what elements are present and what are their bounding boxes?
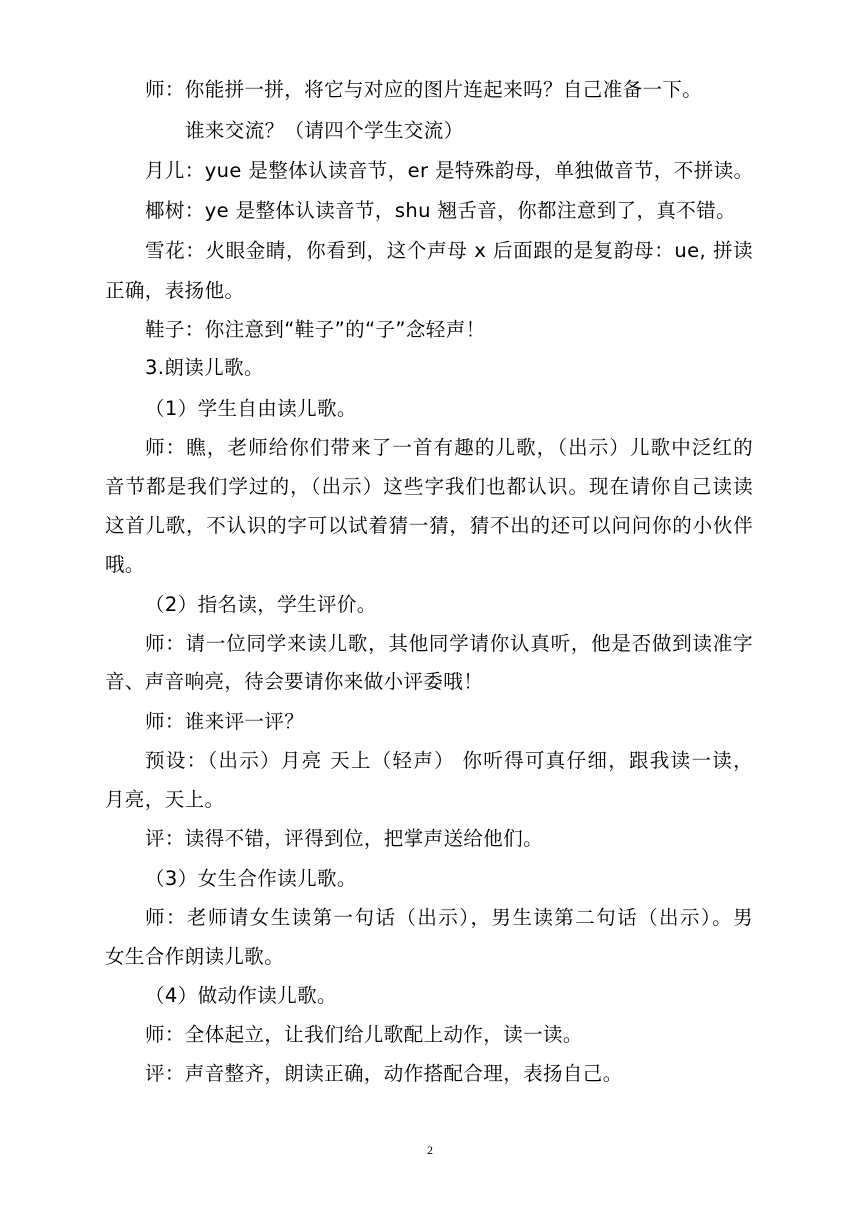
text-line: 这首儿歌，不认识的字可以试着猜一猜，猜不出的还可以问问你的小伙伴 [105, 514, 753, 537]
text-line: 音、声音响亮，待会要请你来做小评委哦！ [105, 670, 484, 693]
text-line: 师：瞧，老师给你们带来了一首有趣的儿歌，（出示）儿歌中泛红的 [145, 436, 753, 459]
page-number: 2 [427, 1143, 433, 1157]
text-line: 椰树：ye 是整体认读音节，shu 翘舌音，你都注意到了，真不错。 [145, 199, 737, 222]
text-line: 师：全体起立，让我们给儿歌配上动作，读一读。 [145, 1023, 583, 1046]
subsection-heading: （4）做动作读儿歌。 [145, 984, 337, 1007]
text-line: 月儿：yue 是整体认读音节，er 是特殊韵母，单独做音节，不拼读。 [145, 159, 754, 182]
text-line: 评：声音整齐，朗读正确，动作搭配合理，表扬自己。 [145, 1062, 623, 1085]
text-line: 月亮，天上。 [105, 788, 225, 811]
subsection-heading: （3）女生合作读儿歌。 [145, 867, 357, 890]
text-line: 女生合作朗读儿歌。 [105, 945, 285, 968]
text-line: 谁来交流？（请四个学生交流） [185, 119, 464, 142]
subsection-heading: （1）学生自由读儿歌。 [145, 397, 357, 420]
text-line: 师：谁来评一评？ [145, 710, 305, 733]
text-line: 评：读得不错，评得到位，把掌声送给他们。 [145, 827, 544, 850]
text-line: 预设：（出示）月亮 天上（轻声） 你听得可真仔细，跟我读一读， [145, 749, 753, 772]
text-line: 正确，表扬他。 [105, 279, 245, 302]
text-line: 哦。 [105, 553, 145, 576]
text-line: 师：老师请女生读第一句话（出示），男生读第二句话（出示）。男 [145, 906, 753, 929]
text-line: 鞋子：你注意到“鞋子”的“子”念轻声！ [145, 318, 486, 341]
section-heading: 3.朗读儿歌。 [145, 356, 264, 379]
subsection-heading: （2）指名读，学生评价。 [145, 593, 377, 616]
text-line: 音节都是我们学过的，（出示）这些字我们也都认识。现在请你自己读读 [105, 475, 753, 498]
text-line: 师：请一位同学来读儿歌，其他同学请你认真听，他是否做到读准字 [145, 632, 753, 655]
text-line: 雪花：火眼金睛，你看到，这个声母 x 后面跟的是复韵母：ue, 拼读 [145, 239, 753, 262]
text-line: 师：你能拼一拼，将它与对应的图片连起来吗？自己准备一下。 [145, 78, 703, 101]
